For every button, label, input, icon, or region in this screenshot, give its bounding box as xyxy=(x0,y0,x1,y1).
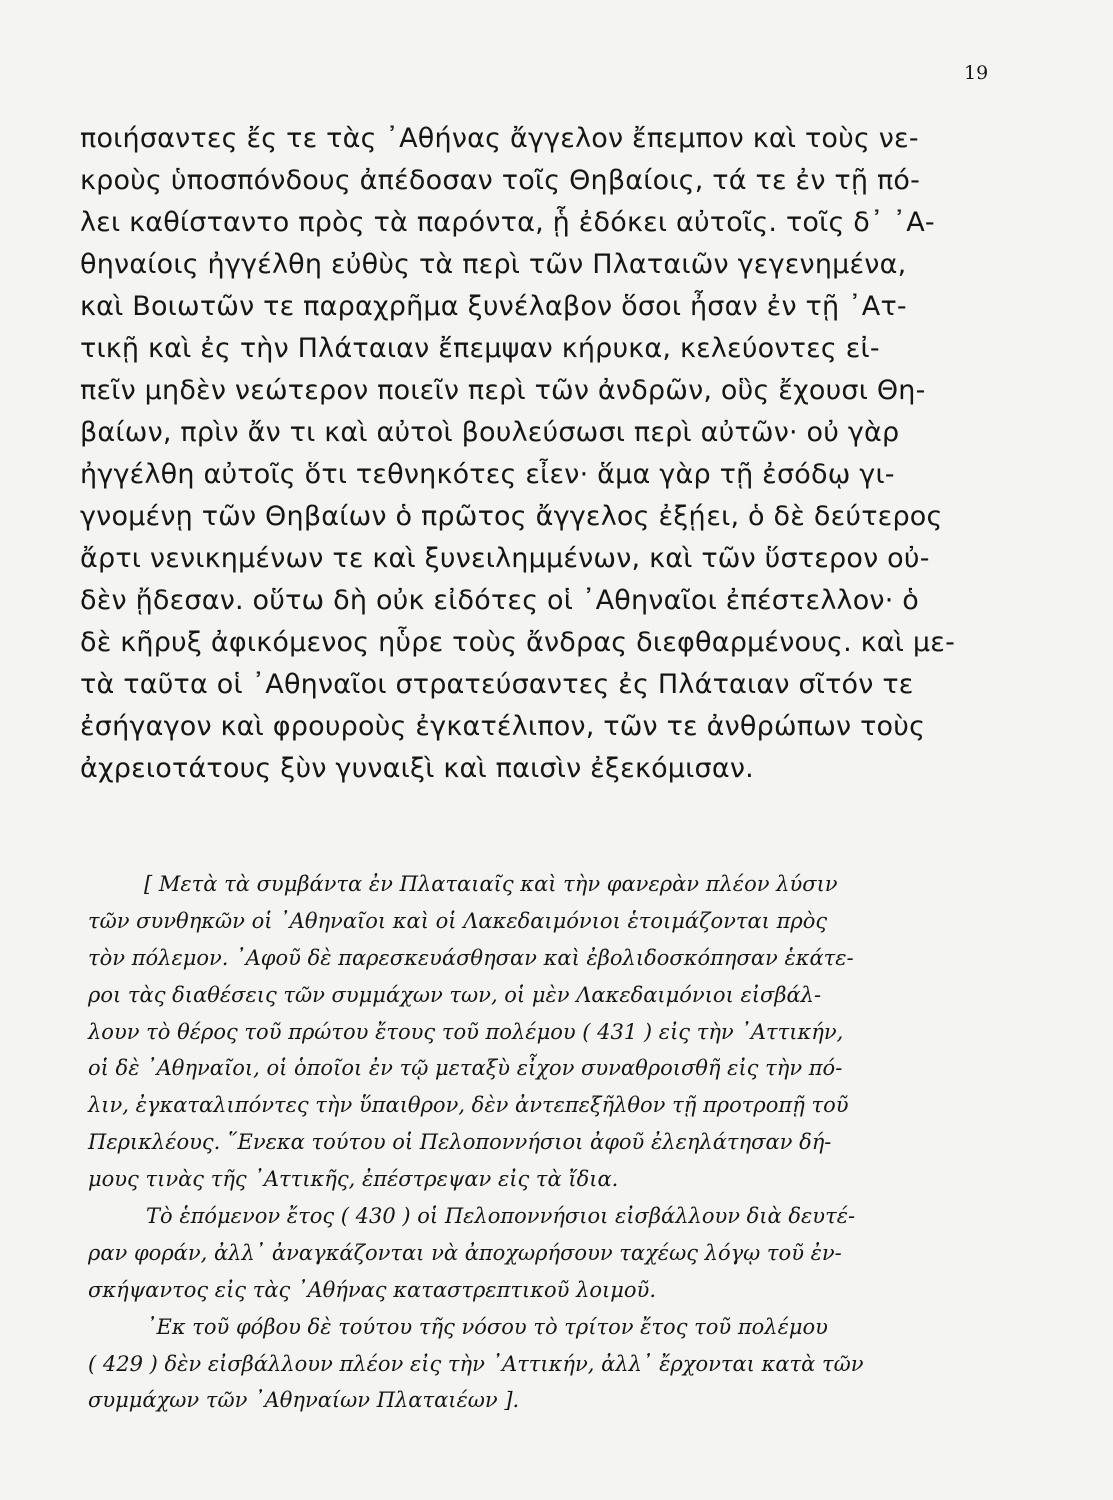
summary-line: συμμάχων τῶν ᾿Αθηναίων Πλαταιέων ]. xyxy=(88,1388,520,1413)
summary-line: τὸν πόλεμον. ᾿Αφοῦ δὲ παρεσκευάσθησαν καὶ ἐβολιδοσκόπησαν ἑκάτε- xyxy=(88,945,854,970)
summary-line: λουν τὸ θέρος τοῦ πρώτου ἔτους τοῦ πολέμου ( 431 ) εἰς τὴν ᾿Αττικήν, xyxy=(88,1019,844,1044)
summary-line: οἱ δὲ ᾿Αθηναῖοι, οἱ ὁποῖοι ἐν τῷ μεταξὺ εἶχον συναθροισθῆ εἰς τὴν πό- xyxy=(88,1056,843,1081)
text-line: ποιήσαντες ἔς τε τὰς ᾿Αθήνας ἄγγελον ἔπεμπον καὶ τοὺς νε- xyxy=(80,123,919,154)
text-line: ἀχρειοτάτους ξὺν γυναιξὶ καὶ παισὶν ἐξεκόμισαν. xyxy=(80,753,754,784)
text-line: καὶ Βοιωτῶν τε παραχρῆμα ξυνέλαβον ὅσοι ἦσαν ἐν τῇ ᾿Ατ- xyxy=(80,291,907,322)
summary-line: λιν, ἐγκαταλιπόντες τὴν ὕπαιθρον, δὲν ἀντεπεξῆλθον τῇ προτροπῇ τοῦ xyxy=(88,1093,849,1118)
text-line: θηναίοις ἠγγέλθη εὐθὺς τὰ περὶ τῶν Πλαταιῶν γεγενημένα, xyxy=(80,249,907,280)
summary-block xyxy=(88,866,1098,1419)
summary-line: σκήψαντος εἰς τὰς ᾿Αθήνας καταστρεπτικοῦ λοιμοῦ. xyxy=(88,1277,656,1302)
text-line: βαίων, πρὶν ἄν τι καὶ αὐτοὶ βουλεύσωσι περὶ αὐτῶν· οὐ γὰρ xyxy=(80,417,900,448)
text-line: δὲν ᾔδεσαν. οὕτω δὴ οὐκ εἰδότες οἱ ᾿Αθηναῖοι ἐπέστελλον· ὁ xyxy=(80,585,919,616)
text-line: ἐσήγαγον καὶ φρουροὺς ἐγκατέλιπον, τῶν τε ἀνθρώπων τοὺς xyxy=(80,711,926,742)
summary-line: ᾿Εκ τοῦ φόβου δὲ τούτου τῆς νόσου τὸ τρίτον ἔτος τοῦ πολέμου xyxy=(146,1314,828,1339)
summary-line: [ Μετὰ τὰ συμβάντα ἐν Πλαταιαῖς καὶ τὴν φανερὰν πλέον λύσιν xyxy=(144,872,838,896)
summary-line: μους τινὰς τῆς ᾿Αττικῆς, ἐπέστρεψαν εἰς τὰ ἴδια. xyxy=(88,1167,619,1192)
text-line: τὰ ταῦτα οἱ ᾿Αθηναῖοι στρατεύσαντες ἐς Πλάταιαν σῖτόν τε xyxy=(80,669,914,700)
text-line: ἠγγέλθη αὐτοῖς ὅτι τεθνηκότες εἶεν· ἅμα γὰρ τῇ ἐσόδῳ γι- xyxy=(80,459,895,490)
summary-line: Τὸ ἑπόμενον ἔτος ( 430 ) οἱ Πελοποννήσιοι εἰσβάλλουν διὰ δευτέ- xyxy=(146,1204,856,1229)
text-line: δὲ κῆρυξ ἀφικόμενος ηὗρε τοὺς ἄνδρας διεφθαρμένους. καὶ με- xyxy=(80,627,956,658)
summary-line: ροι τὰς διαθέσεις τῶν συμμάχων των, οἱ μὲν Λακεδαιμόνιοι εἰσβάλ- xyxy=(88,982,822,1007)
text-line: λει καθίσταντο πρὸς τὰ παρόντα, ᾗ ἐδόκει αὐτοῖς. τοῖς δ᾿ ᾿Α- xyxy=(80,207,935,238)
summary-line: ραν φοράν, ἀλλ᾿ ἀναγκάζονται νὰ ἀποχωρήσουν ταχέως λόγῳ τοῦ ἐν- xyxy=(88,1240,842,1265)
summary-line: τῶν συνθηκῶν οἱ ᾿Αθηναῖοι καὶ οἱ Λακεδαιμόνιοι ἑτοιμάζονται πρὸς xyxy=(88,908,828,933)
page-number: 19 xyxy=(964,62,989,84)
text-line: πεῖν μηδὲν νεώτερον ποιεῖν περὶ τῶν ἀνδρῶν, οὓς ἔχουσι Θη- xyxy=(80,375,926,406)
text-line: τικῇ καὶ ἐς τὴν Πλάταιαν ἔπεμψαν κήρυκα, κελεύοντες εἰ- xyxy=(80,333,880,364)
summary-line: ( 429 ) δὲν εἰσβάλλουν πλέον εἰς τὴν ᾿Αττικήν, ἀλλ᾿ ἔρχονται κατὰ τῶν xyxy=(88,1351,864,1376)
summary-line: Περικλέους. ῞Ενεκα τούτου οἱ Πελοποννήσιοι ἀφοῦ ἐλεηλάτησαν δή- xyxy=(88,1130,832,1155)
text-line: γνομένῃ τῶν Θηβαίων ὁ πρῶτος ἄγγελος ἐξῄει, ὁ δὲ δεύτερος xyxy=(80,501,943,532)
text-line: ἄρτι νενικημένων τε καὶ ξυνειλημμένων, καὶ τῶν ὕστερον οὐ- xyxy=(80,543,930,574)
text-line: κροὺς ὑποσπόνδους ἀπέδοσαν τοῖς Θηβαίοις, τά τε ἐν τῇ πό- xyxy=(80,165,921,196)
main-text-block xyxy=(80,118,1080,790)
